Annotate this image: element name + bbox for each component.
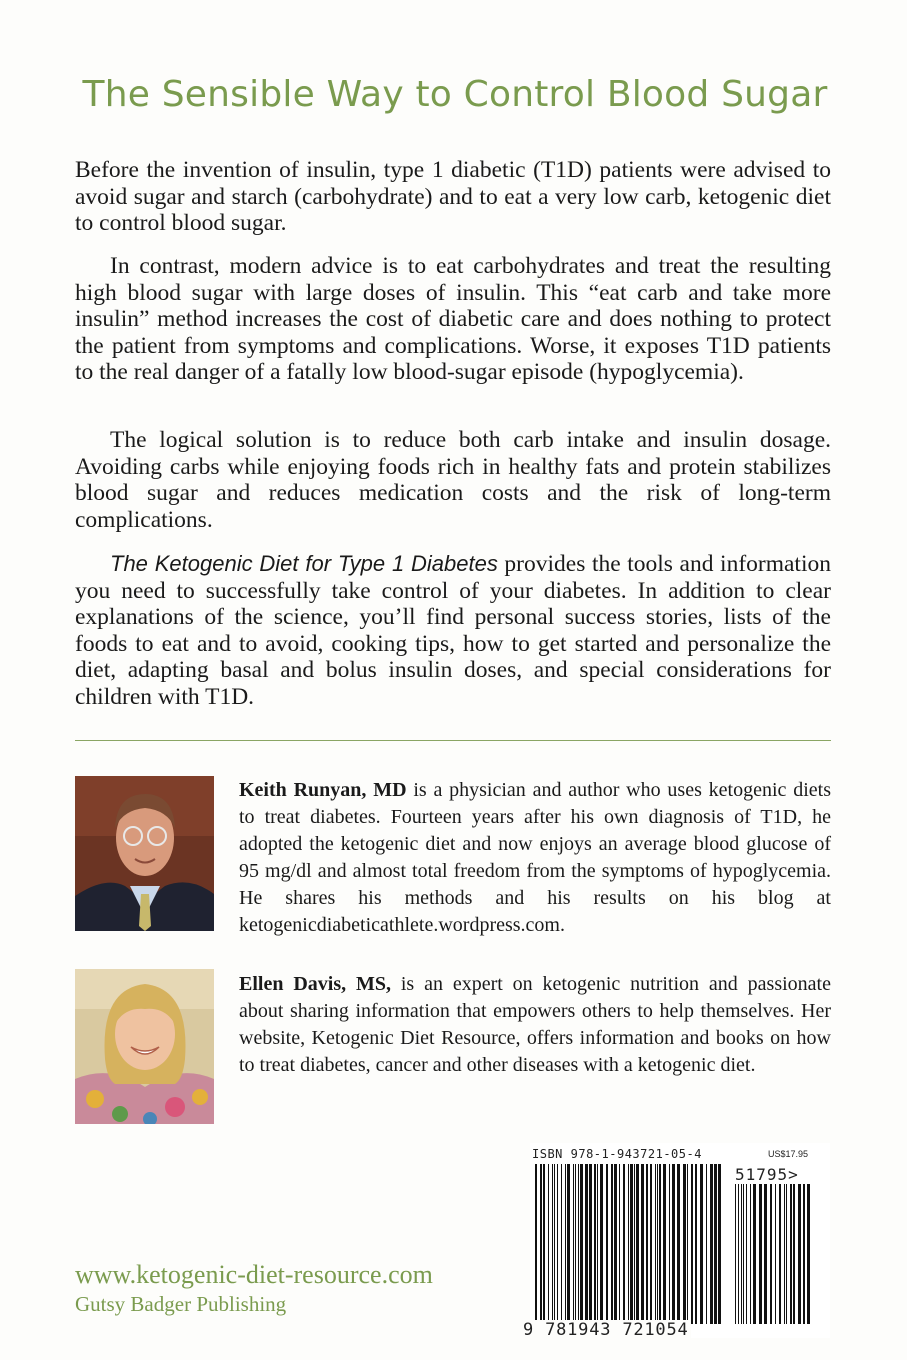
book-description-text: provides the tools and information you need to successfully take control of your diabetes. In addition to clear explanations of the science, you’ll find personal success stories, lists of the foods to eat and to avoid, cooking tips, how to get started and personalize the diet, adapting basal and bolus insulin doses, and special considerations for children with T1D. bbox=[75, 551, 831, 710]
barcode-bar bbox=[672, 1164, 675, 1324]
barcode-bar bbox=[585, 1164, 588, 1324]
barcode-bar bbox=[535, 1164, 537, 1324]
barcode-bar bbox=[663, 1164, 666, 1324]
barcode-bar bbox=[750, 1184, 751, 1324]
barcode-bar bbox=[677, 1164, 680, 1324]
author-name: Keith Runyan, MD bbox=[239, 779, 407, 801]
barcode-bar bbox=[573, 1164, 574, 1324]
barcode-bar bbox=[746, 1184, 747, 1324]
barcode-bar bbox=[659, 1164, 661, 1324]
barcode-bar bbox=[650, 1164, 652, 1324]
barcode-bar bbox=[540, 1164, 542, 1324]
barcode-bar bbox=[565, 1164, 566, 1324]
barcode-bar bbox=[594, 1164, 596, 1324]
barcode-bar bbox=[718, 1164, 721, 1324]
barcode-bar bbox=[567, 1164, 570, 1324]
barcode-bar bbox=[597, 1164, 598, 1324]
book-title: The Ketogenic Diet for Type 1 Diabetes bbox=[110, 551, 498, 576]
barcode-bar bbox=[628, 1164, 629, 1324]
barcode-bar bbox=[611, 1164, 613, 1324]
barcode-bar bbox=[714, 1164, 717, 1324]
barcode-bar bbox=[695, 1164, 697, 1324]
barcode-bar bbox=[710, 1164, 713, 1324]
barcode-bar bbox=[706, 1164, 707, 1324]
barcode-bar bbox=[784, 1184, 785, 1324]
barcode-bar bbox=[759, 1184, 762, 1324]
barcode-bar bbox=[548, 1164, 549, 1324]
barcode-bar bbox=[589, 1164, 592, 1324]
author-photo-ellen-davis bbox=[75, 969, 214, 1124]
barcode-bar bbox=[669, 1164, 670, 1324]
barcode-bar bbox=[561, 1164, 562, 1324]
barcode-bar bbox=[700, 1164, 703, 1324]
barcode-bar bbox=[623, 1164, 625, 1324]
barcode-bar bbox=[779, 1184, 781, 1324]
barcode-bar bbox=[578, 1164, 579, 1324]
barcode-bar bbox=[743, 1184, 744, 1324]
barcode-bar bbox=[636, 1164, 639, 1324]
paragraph-modern-advice: In contrast, modern advice is to eat carbohydrates and treat the resulting high blood sugar with large doses of insulin. This “eat carb and take more insulin” method increases the cost of diabetic care and does nothing to protect the patient from symptoms and complications. Worse, it exposes T1D patients to the real danger of a fatally low blood-sugar episode (hypoglycemia). bbox=[75, 253, 831, 385]
barcode-bar bbox=[764, 1184, 767, 1324]
barcode-bar bbox=[554, 1164, 555, 1324]
barcode-bar bbox=[770, 1184, 772, 1324]
page-title: The Sensible Way to Control Blood Sugar bbox=[82, 74, 828, 115]
barcode-bar bbox=[557, 1164, 558, 1324]
author-bio-text: is a physician and author who uses ketogenic diets to treat diabetes. Fourteen years after his own diagnosis of T1D, he adopted the ketogenic diet and now enjoys an average blood glucose of 95 mg/dl and almost total freedom from the symptoms of hypoglycemia. He shares his methods and his results on his blog at ketogenicdiabeticathlete.wordpress.com. bbox=[239, 779, 831, 936]
barcode-bar bbox=[543, 1164, 545, 1324]
barcode-supplement bbox=[735, 1184, 813, 1324]
paragraph-solution: The logical solution is to reduce both carb intake and insulin dosage. Avoiding carbs while enjoying foods rich in healthy fats and protein stabilizes blood sugar and reduces medication costs and the risk of long-term complications. bbox=[75, 427, 831, 533]
barcode-main bbox=[535, 1164, 723, 1324]
author-bio-text: is an expert on ketogenic nutrition and passionate about sharing information that empowers others to help themselves. Her website, Ketogenic Diet Resource, offers information and books on how to treat diabetes, cancer and other diseases with a ketogenic diet. bbox=[239, 973, 831, 1076]
price-code: 51795> bbox=[735, 1165, 799, 1184]
barcode-bar bbox=[753, 1184, 756, 1324]
author-bio-keith-runyan bbox=[239, 777, 831, 939]
price-label: US$17.95 bbox=[768, 1149, 809, 1159]
paragraph-book-description bbox=[75, 551, 831, 710]
barcode-bar bbox=[630, 1164, 633, 1324]
barcode-bar bbox=[646, 1164, 648, 1324]
barcode-bar bbox=[606, 1164, 608, 1324]
barcode-bar bbox=[634, 1164, 635, 1324]
author-photo-keith-runyan bbox=[75, 776, 214, 931]
author-name: Ellen Davis, MS, bbox=[239, 973, 391, 995]
barcode-bar bbox=[655, 1164, 656, 1324]
divider bbox=[75, 740, 831, 741]
barcode-bar bbox=[775, 1184, 776, 1324]
paragraph-intro: Before the invention of insulin, type 1 diabetic (T1D) patients were advised to avoid sugar and starch (carbohydrate) and to eat a very low carb, ketogenic diet to control blood sugar. bbox=[75, 157, 831, 236]
barcode-bar bbox=[741, 1184, 742, 1324]
barcode-bar bbox=[786, 1184, 787, 1324]
barcode-bar bbox=[552, 1164, 553, 1324]
barcode-bar bbox=[793, 1184, 795, 1324]
isbn-label: ISBN 978-1-943721-05-4 bbox=[532, 1147, 702, 1161]
barcode-bar bbox=[600, 1164, 603, 1324]
barcode-bar bbox=[657, 1164, 658, 1324]
barcode-bar bbox=[790, 1184, 792, 1324]
author-bio-ellen-davis bbox=[239, 971, 831, 1079]
barcode-bar bbox=[735, 1184, 736, 1324]
ean-number: 9 781943 721054 bbox=[523, 1320, 689, 1340]
barcode-bar bbox=[807, 1184, 810, 1324]
publisher-website: www.ketogenic-diet-resource.com bbox=[75, 1260, 433, 1289]
barcode-bar bbox=[641, 1164, 644, 1324]
barcode-bar bbox=[619, 1164, 620, 1324]
barcode-bar bbox=[687, 1164, 688, 1324]
barcode-bar bbox=[691, 1164, 693, 1324]
barcode-bar bbox=[575, 1164, 576, 1324]
barcode-bar bbox=[683, 1164, 686, 1324]
barcode-bar bbox=[798, 1184, 801, 1324]
barcode-bar bbox=[614, 1164, 617, 1324]
barcode-bar bbox=[580, 1164, 583, 1324]
barcode-bar bbox=[738, 1184, 739, 1324]
publisher-name: Gutsy Badger Publishing bbox=[75, 1292, 287, 1316]
barcode-bar bbox=[803, 1184, 805, 1324]
